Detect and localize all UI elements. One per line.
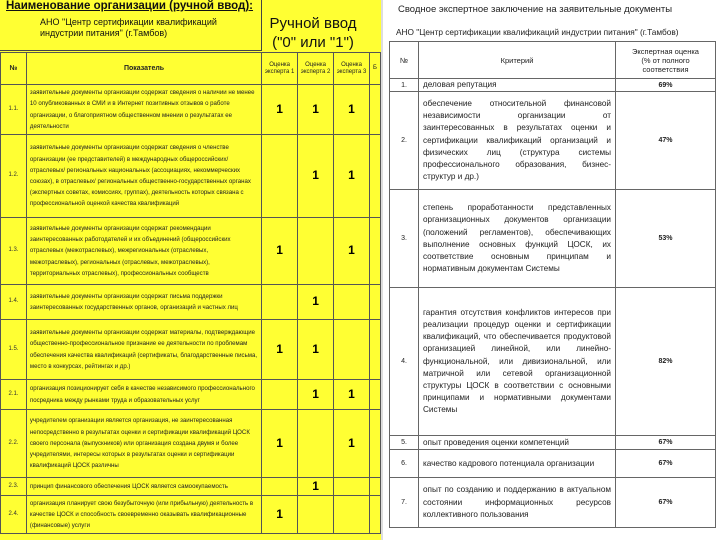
header-num: № — [1, 53, 27, 85]
expert2-score[interactable]: 1 — [298, 320, 334, 380]
summary-panel — [383, 0, 720, 540]
table-row — [1, 135, 381, 218]
extra-cell — [370, 496, 381, 534]
row-indicator: заявительные документы организации содержат сведения о наличии не менее 10 опубликованных в СМИ и в Интернет позитивных отзывов о работе организации, о благоприятном общественном мнении о результатах ее деятельности — [26, 85, 261, 135]
summary-row — [390, 190, 716, 288]
extra-cell — [370, 85, 381, 135]
extra-cell — [370, 478, 381, 496]
row-indicator: организация позиционирует себя в качестве независимого профессионального посредника между рынками труда и образовательных услуг — [26, 380, 261, 410]
header-expert2: Оценка эксперта 2 — [298, 53, 334, 85]
summary-row — [390, 92, 716, 190]
expert1-score[interactable] — [262, 135, 298, 218]
summary-row-score: 47% — [616, 92, 716, 190]
summary-row-criterion: опыт по созданию и поддержанию в актуальном состоянии информационных ресурсов коллективного пользования — [419, 478, 616, 528]
table-row — [1, 478, 381, 496]
row-indicator: организация планирует свою безубыточную (или прибыльную) деятельность в качестве ЦОСК и способность своевременно оказывать квалификационные (финансовые) услуги — [26, 496, 261, 534]
summary-row — [390, 450, 716, 478]
expert2-score[interactable]: 1 — [298, 135, 334, 218]
summary-table — [389, 41, 716, 528]
expert2-score[interactable]: 1 — [298, 285, 334, 320]
manual-input-line1: Ручной ввод — [269, 15, 357, 32]
organization-header — [0, 0, 262, 51]
expert1-score[interactable]: 1 — [262, 320, 298, 380]
expert2-score[interactable]: 1 — [298, 85, 334, 135]
expert1-score[interactable]: 1 — [262, 85, 298, 135]
summary-row — [390, 288, 716, 436]
extra-cell — [370, 380, 381, 410]
expert3-score[interactable]: 1 — [334, 410, 370, 478]
expert3-score[interactable] — [334, 496, 370, 534]
summary-row-criterion: гарантия отсутствия конфликтов интересов при реализации процедур оценки и сертификации квалификаций, что обеспечивается продуктовой организацией линейной, или линейно-функциональной, или дивизиональной, или матричной или сетевой организационной структуры ЦОСК в соответствии с основными принципами и нормативными документами Системы — [419, 288, 616, 436]
expert3-score[interactable] — [334, 478, 370, 496]
extra-cell — [370, 218, 381, 285]
summary-header-score-line3: соответствия — [642, 64, 689, 74]
summary-row-criterion: деловая репутация — [419, 79, 616, 92]
organization-title: Наименование организации (ручной ввод): — [6, 0, 254, 12]
row-num: 1.5. — [1, 320, 27, 380]
summary-title: Сводное экспертное заключение на заявительные документы — [398, 4, 673, 15]
row-indicator: заявительные документы организации содержат рекомендации заинтересованных работодателей и их объединений (общероссийских отраслевых (межотраслевых), межрегиональных (отраслевых, межотраслевых), региональных (отраслевых, межотраслевых), территориальных отраслевых), профессиональных сообществ — [26, 218, 261, 285]
summary-header-score-line1: Экспертная оценка — [632, 46, 699, 56]
row-num: 2.4. — [1, 496, 27, 534]
table-row — [1, 496, 381, 534]
expert2-score[interactable] — [298, 410, 334, 478]
header-indicator: Показатель — [26, 53, 261, 85]
summary-row-score: 67% — [616, 450, 716, 478]
extra-cell — [370, 285, 381, 320]
organization-name: АНО "Центр сертификации квалификаций индустрии питания" (г.Тамбов) — [40, 17, 217, 38]
row-num: 1.1. — [1, 85, 27, 135]
summary-row-score: 82% — [616, 288, 716, 436]
row-indicator: учредителем организации является организация, не заинтересованная непосредственно в результатах оценки и сертификации квалификаций ЦОСК своего персонала (выпускников) или организация создана двумя и более учредителями, интересы которых в результатах оценки и сертификации квалификаций ЦОСК различны — [26, 410, 261, 478]
expert1-score[interactable]: 1 — [262, 496, 298, 534]
summary-row-score: 69% — [616, 79, 716, 92]
summary-row-num: 4. — [390, 288, 419, 436]
table-row — [1, 285, 381, 320]
expert2-score[interactable] — [298, 496, 334, 534]
table-row — [1, 380, 381, 410]
header-extra: Б — [370, 53, 381, 85]
summary-row-score: 53% — [616, 190, 716, 288]
expert1-score[interactable] — [262, 380, 298, 410]
extra-cell — [370, 320, 381, 380]
table-row — [1, 85, 381, 135]
row-num: 1.3. — [1, 218, 27, 285]
expert3-score[interactable]: 1 — [334, 218, 370, 285]
summary-header-criterion: Критерий — [419, 42, 616, 79]
expert2-score[interactable]: 1 — [298, 380, 334, 410]
expert1-score[interactable]: 1 — [262, 218, 298, 285]
expert3-score[interactable]: 1 — [334, 380, 370, 410]
summary-row — [390, 79, 716, 92]
summary-row-criterion: качество кадрового потенциала организации — [419, 450, 616, 478]
summary-row-score: 67% — [616, 436, 716, 450]
expert3-score[interactable]: 1 — [334, 85, 370, 135]
indicators-table — [0, 52, 381, 534]
expert2-score[interactable] — [298, 218, 334, 285]
summary-row-num: 2. — [390, 92, 419, 190]
summary-header-score-line2: (% от полного — [641, 55, 690, 65]
table-row — [1, 320, 381, 380]
table-row — [1, 410, 381, 478]
expert3-score[interactable]: 1 — [334, 135, 370, 218]
row-indicator: принцип финансового обеспечения ЦОСК является самоокупаемость — [26, 478, 261, 496]
row-indicator: заявительные документы организации содержат сведения о членстве организации (ее представителей) в международных общероссийских/ отраслевых/ региональных национальных (ассоциациях, некоммерческих союзах), в отраслевых/ региональных общественно-государственных органах (экспертных советах, комиссиях, группах), деятельность которых связана с профессиональной оценкой качества квалификаций — [26, 135, 261, 218]
summary-row-num: 1. — [390, 79, 419, 92]
manual-input-line2: ("0" или "1") — [272, 34, 354, 51]
summary-header-score — [616, 42, 716, 79]
expert1-score[interactable] — [262, 285, 298, 320]
manual-input-caption — [268, 14, 358, 52]
summary-row-num: 5. — [390, 436, 419, 450]
summary-row — [390, 478, 716, 528]
summary-row-criterion: обеспечение относительной финансовой независимости организации от заинтересованных в результатах оценки и сертификации квалификаций организаций и физических лиц (структура системы профессионального образования, бизнес-структур и др.) — [419, 92, 616, 190]
header-expert1: Оценка эксперта 1 — [262, 53, 298, 85]
row-indicator: заявительные документы организации содержат письма поддержки заинтересованных государственных органов, организаций и частных лиц — [26, 285, 261, 320]
row-num: 2.2. — [1, 410, 27, 478]
row-indicator: заявительные документы организации содержат материалы, подтверждающие общественно-профессиональное признание ее деятельности по проблемам обеспечения качества квалификаций (сертификаты, благодарственные письма, место в конкурсах, рейтингах и др.) — [26, 320, 261, 380]
summary-row-num: 6. — [390, 450, 419, 478]
summary-row-num: 3. — [390, 190, 419, 288]
row-num: 2.1. — [1, 380, 27, 410]
expert1-score[interactable] — [262, 478, 298, 496]
summary-row-score: 67% — [616, 478, 716, 528]
expert2-score[interactable]: 1 — [298, 478, 334, 496]
extra-cell — [370, 135, 381, 218]
expert3-score[interactable] — [334, 285, 370, 320]
header-expert3: Оценка эксперта 3 — [334, 53, 370, 85]
summary-row-criterion: опыт проведения оценки компетенций — [419, 436, 616, 450]
expert1-score[interactable]: 1 — [262, 410, 298, 478]
summary-row-num: 7. — [390, 478, 419, 528]
extra-cell — [370, 410, 381, 478]
summary-organization: АНО "Центр сертификации квалификаций индустрии питания" (г.Тамбов) — [396, 27, 679, 37]
summary-row — [390, 436, 716, 450]
expert3-score[interactable] — [334, 320, 370, 380]
row-num: 2.3. — [1, 478, 27, 496]
table-row — [1, 218, 381, 285]
row-num: 1.4. — [1, 285, 27, 320]
summary-row-criterion: степень проработанности представленных организационных документов организации (положений регламентов), обеспечивающих выполнение основных функций ЦОСК, их соответствие основным принципам и нормативным документам Системы — [419, 190, 616, 288]
row-num: 1.2. — [1, 135, 27, 218]
summary-header-num: № — [390, 42, 419, 79]
